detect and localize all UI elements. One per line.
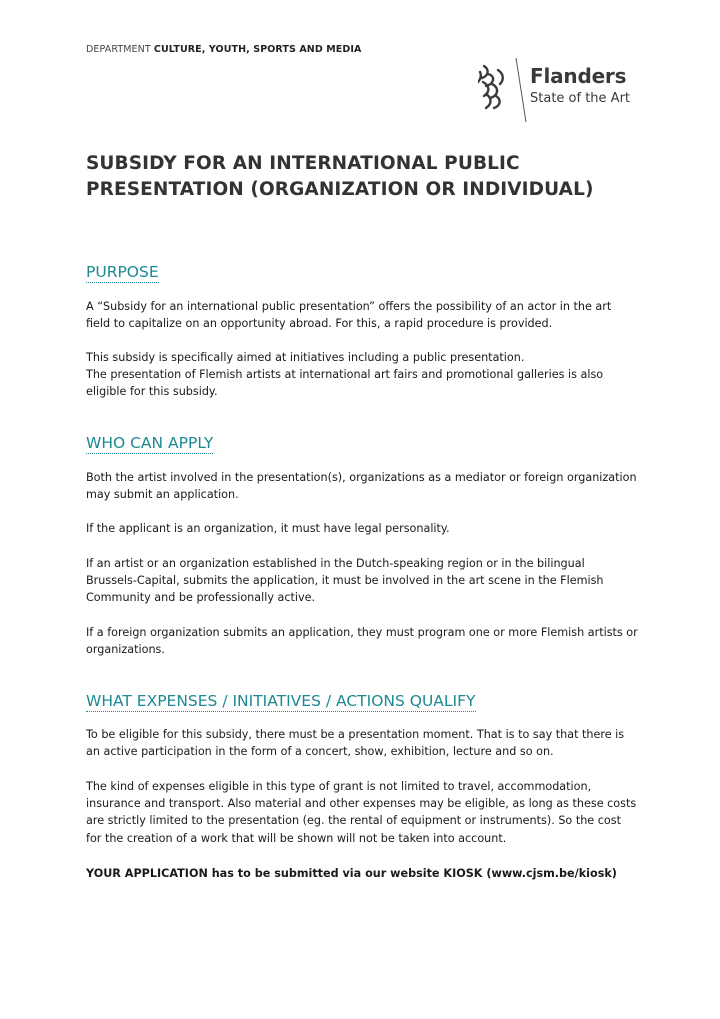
logo-tagline: State of the Art xyxy=(530,91,631,106)
who-paragraph-2: If the applicant is an organization, it must have legal personality. xyxy=(86,522,450,535)
flemish-lion-icon xyxy=(478,62,508,112)
title-line-1: SUBSIDY FOR AN INTERNATIONAL PUBLIC xyxy=(86,153,520,174)
who-paragraph-4: If a foreign organization submits an application, they must program one or more Flemish artists or organizations. xyxy=(86,626,638,657)
application-note: YOUR APPLICATION has to be submitted via our website KIOSK (www.cjsm.be/kiosk) xyxy=(86,867,617,880)
expenses-paragraph-2: The kind of expenses eligible in this type of grant is not limited to travel, accommodation, insurance and transport. Also material and other expenses may be eligible, as long as these costs are strictly limited to the presentation (eg. the rental of equipment or instruments). So the cost for the creation of a work that will be shown will not be taken into account. xyxy=(86,780,637,845)
purpose-paragraph-2: This subsidy is specifically aimed at initiatives including a public presentation. xyxy=(86,351,525,364)
who-paragraph-3: If an artist or an organization established in the Dutch-speaking region or in the bilingual Brussels-Capital, submits the application, it must be involved in the art scene in the Flemish Community and be professionally active. xyxy=(86,557,604,605)
heading-who-can-apply: WHO CAN APPLY xyxy=(86,434,214,452)
who-paragraph-1: Both the artist involved in the presentation(s), organizations as a mediator or foreign organization may submit an application. xyxy=(86,471,637,502)
department-label: DEPARTMENT xyxy=(86,44,151,55)
document-title xyxy=(86,151,646,203)
expenses-paragraph-1: To be eligible for this subsidy, there must be a presentation moment. That is to say that there is an active participation in the form of a concert, show, exhibition, lecture and so on. xyxy=(86,728,625,759)
department-line xyxy=(86,44,361,55)
heading-what-expenses: WHAT EXPENSES / INITIATIVES / ACTIONS QUALIFY xyxy=(86,692,476,710)
logo-divider xyxy=(512,58,530,122)
purpose-paragraph-1: A “Subsidy for an international public presentation” offers the possibility of an actor in the art field to capitalize on an opportunity abroad. For this, a rapid procedure is provided. xyxy=(86,300,612,331)
heading-purpose: PURPOSE xyxy=(86,263,159,281)
logo-brand: Flanders xyxy=(530,64,627,88)
flanders-logo xyxy=(478,58,648,124)
department-name: CULTURE, YOUTH, SPORTS AND MEDIA xyxy=(153,44,362,55)
purpose-paragraph-3: The presentation of Flemish artists at international art fairs and promotional galleries is also eligible for this subsidy. xyxy=(86,368,604,399)
title-line-2: PRESENTATION (ORGANIZATION OR INDIVIDUAL) xyxy=(86,179,594,200)
